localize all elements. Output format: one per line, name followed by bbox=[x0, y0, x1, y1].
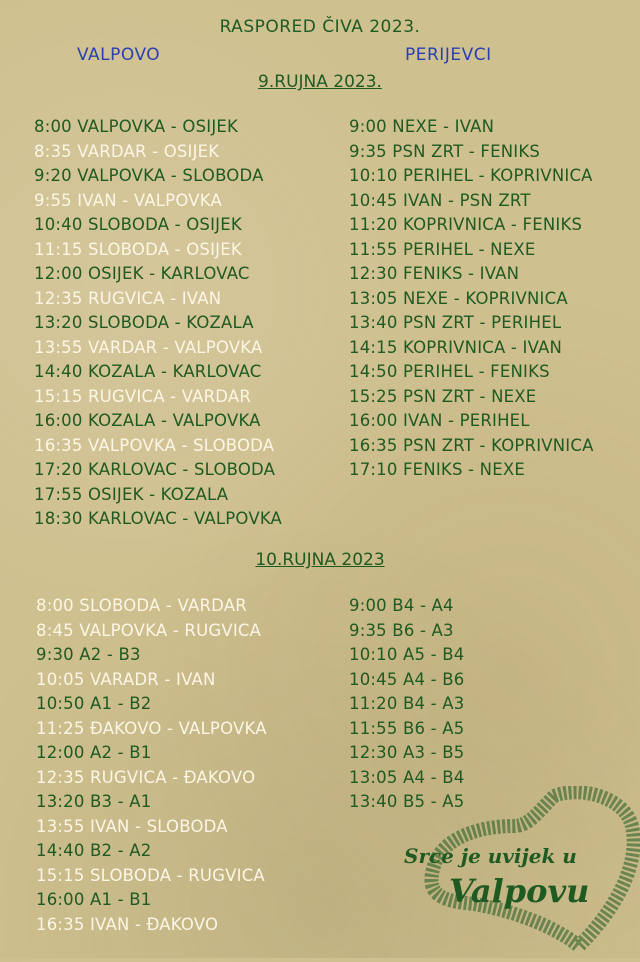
heart-logo bbox=[404, 786, 640, 958]
match-row: 11:20 KOPRIVNICA - FENIKS bbox=[349, 215, 583, 234]
logo-slogan-line2: Valpovu bbox=[449, 872, 590, 910]
match-row: 15:15 RUGVICA - VARDAR bbox=[34, 386, 252, 406]
match-row: 12:35 RUGVICA - IVAN bbox=[34, 288, 222, 308]
match-row: 13:40 PSN ZRT - PERIHEL bbox=[349, 313, 562, 332]
match-row: 10:10 PERIHEL - KOPRIVNICA bbox=[349, 166, 593, 185]
match-row: 13:55 VARDAR - VALPOVKA bbox=[34, 337, 263, 357]
day2-date: 10.RUJNA 2023 bbox=[255, 550, 385, 570]
match-row: 13:20 B3 - A1 bbox=[36, 792, 152, 811]
match-row: 8:35 VARDAR - OSIJEK bbox=[34, 141, 220, 161]
logo-slogan-line1: Srce je uvijek u bbox=[404, 844, 577, 868]
match-row: 16:00 IVAN - PERIHEL bbox=[349, 411, 530, 430]
day2-left-column bbox=[36, 594, 267, 937]
match-row: 15:25 PSN ZRT - NEXE bbox=[349, 386, 537, 406]
match-row: 11:55 PERIHEL - NEXE bbox=[349, 239, 536, 259]
match-row: 10:05 VARADR - IVAN bbox=[36, 669, 216, 689]
match-row: 9:20 VALPOVKA - SLOBODA bbox=[34, 166, 264, 185]
day2-right-column bbox=[349, 594, 464, 815]
match-row: 12:35 RUGVICA - ĐAKOVO bbox=[36, 767, 256, 787]
day1-left-column bbox=[34, 115, 282, 532]
poster-title: RASPORED ČIVA 2023. bbox=[219, 17, 421, 37]
match-row: 11:25 ĐAKOVO - VALPOVKA bbox=[36, 718, 267, 738]
match-row: 12:00 OSIJEK - KARLOVAC bbox=[34, 264, 250, 283]
match-row: 10:50 A1 - B2 bbox=[36, 694, 152, 713]
match-row: 18:30 KARLOVAC - VALPOVKA bbox=[34, 509, 283, 528]
match-row: 17:55 OSIJEK - KOZALA bbox=[34, 484, 229, 504]
match-row: 13:05 A4 - B4 bbox=[349, 767, 465, 787]
match-row: 16:35 IVAN - ĐAKOVO bbox=[36, 914, 219, 934]
match-row: 12:00 A2 - B1 bbox=[36, 743, 152, 762]
match-row: 9:30 A2 - B3 bbox=[36, 645, 141, 664]
match-row: 13:05 NEXE - KOPRIVNICA bbox=[349, 288, 568, 308]
match-row: 11:15 SLOBODA - OSIJEK bbox=[34, 239, 242, 259]
match-row: 17:20 KARLOVAC - SLOBODA bbox=[34, 460, 276, 479]
match-row: 14:50 PERIHEL - FENIKS bbox=[349, 362, 550, 381]
match-row: 9:00 NEXE - IVAN bbox=[349, 117, 495, 136]
venue-left: VALPOVO bbox=[77, 45, 161, 65]
match-row: 11:55 B6 - A5 bbox=[349, 718, 465, 738]
match-row: 9:00 B4 - A4 bbox=[349, 596, 454, 615]
match-row: 13:20 SLOBODA - KOZALA bbox=[34, 313, 254, 332]
match-row: 16:35 PSN ZRT - KOPRIVNICA bbox=[349, 435, 594, 455]
match-row: 8:45 VALPOVKA - RUGVICA bbox=[36, 620, 262, 640]
match-row: 14:15 KOPRIVNICA - IVAN bbox=[349, 337, 563, 357]
venue-right: PERIJEVCI bbox=[405, 45, 492, 65]
match-row: 16:00 KOZALA - VALPOVKA bbox=[34, 411, 261, 430]
match-row: 16:00 A1 - B1 bbox=[36, 890, 152, 909]
match-row: 10:45 A4 - B6 bbox=[349, 669, 465, 689]
match-row: 10:40 SLOBODA - OSIJEK bbox=[34, 215, 242, 234]
match-row: 14:40 KOZALA - KARLOVAC bbox=[34, 362, 262, 381]
match-row: 12:30 A3 - B5 bbox=[349, 743, 465, 762]
day1-date: 9.RUJNA 2023. bbox=[258, 72, 382, 92]
match-row: 9:55 IVAN - VALPOVKA bbox=[34, 190, 222, 210]
match-row: 12:30 FENIKS - IVAN bbox=[349, 264, 520, 283]
match-row: 11:20 B4 - A3 bbox=[349, 694, 465, 713]
match-row: 14:40 B2 - A2 bbox=[36, 841, 152, 860]
day1-right-column bbox=[349, 115, 594, 483]
match-row: 10:10 A5 - B4 bbox=[349, 645, 465, 664]
match-row: 15:15 SLOBODA - RUGVICA bbox=[36, 865, 265, 885]
match-row: 9:35 B6 - A3 bbox=[349, 620, 454, 640]
match-row: 9:35 PSN ZRT - FENIKS bbox=[349, 141, 541, 161]
match-row: 8:00 VALPOVKA - OSIJEK bbox=[34, 117, 239, 136]
match-row: 8:00 SLOBODA - VARDAR bbox=[36, 596, 247, 615]
match-row: 13:55 IVAN - SLOBODA bbox=[36, 816, 228, 836]
match-row: 17:10 FENIKS - NEXE bbox=[349, 460, 525, 479]
match-row: 16:35 VALPOVKA - SLOBODA bbox=[34, 435, 275, 455]
match-row: 10:45 IVAN - PSN ZRT bbox=[349, 190, 531, 210]
match-row: 13:40 B5 - A5 bbox=[349, 792, 465, 811]
